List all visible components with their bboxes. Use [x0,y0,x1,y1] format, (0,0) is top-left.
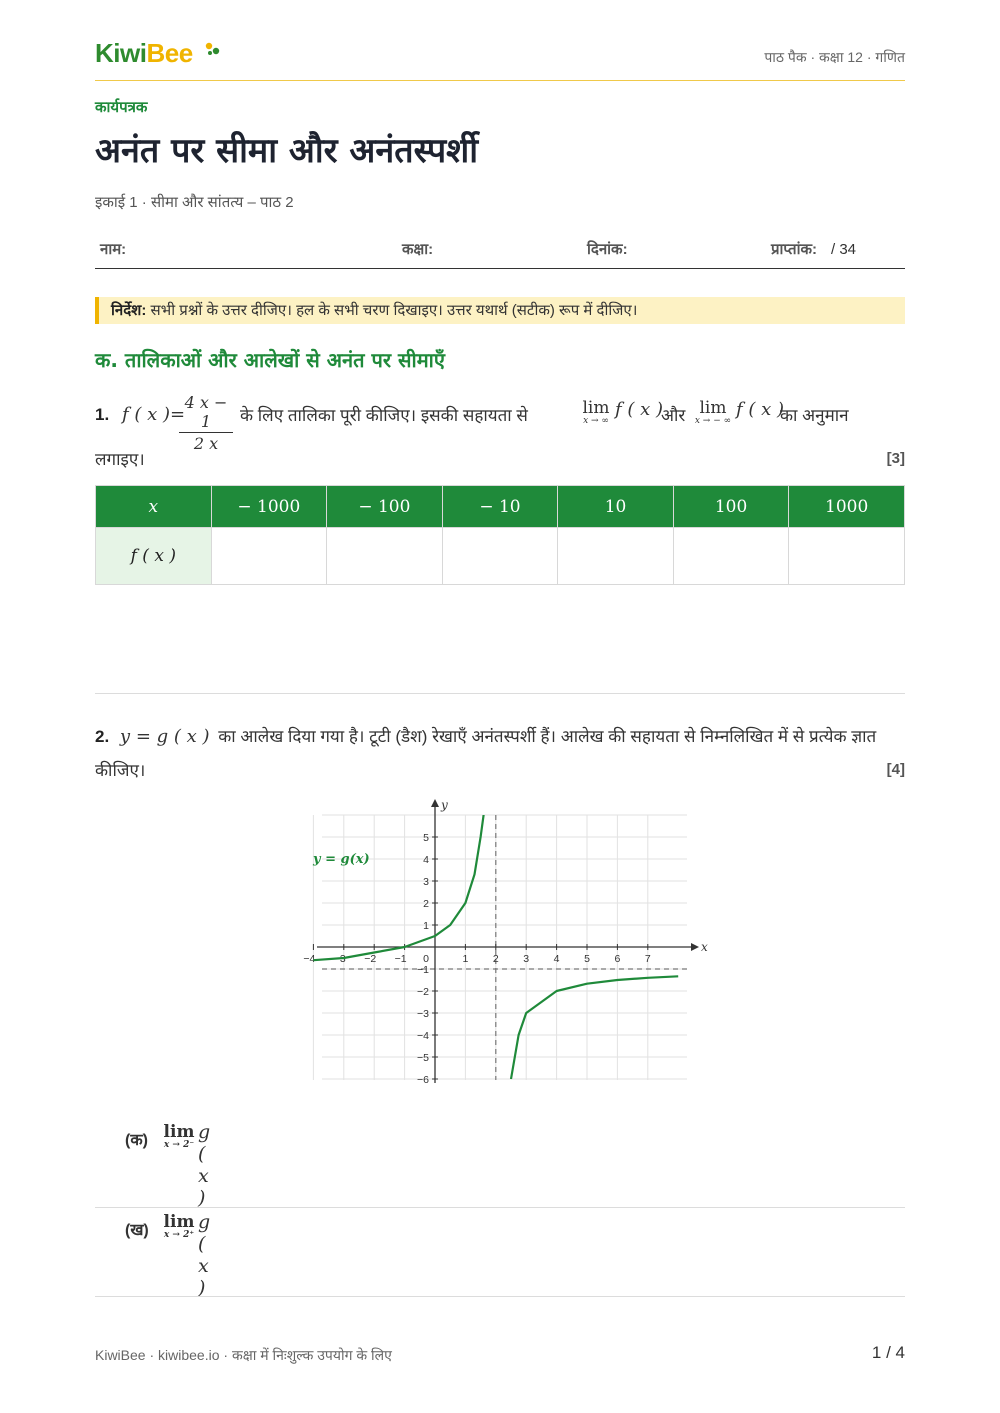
series-label: y = g(x) [313,852,370,867]
limit-pos-inf: lim x → ∞ [582,398,610,426]
table-header-cell: − 100 [327,486,443,528]
part-label: (ख) [125,1222,149,1239]
date-field[interactable]: दिनांक: [587,241,628,258]
question-text: का आलेख दिया गया है। टूटी (डैश) रेखाएँ अनंतस्पर्शी हैं। आलेख की सहायता से निम्नलिखित में से प्रत्येक ज्ञात कीजिए। [95,727,877,780]
table-header-cell: 100 [673,486,789,528]
class-field[interactable]: कक्षा: [402,241,434,258]
x-tick-label: 1 [462,953,469,965]
y-axis-arrow-icon [431,799,439,807]
y-tick-label: 2 [423,898,429,910]
fraction-denominator: 2 x [193,434,219,453]
question-text-end: का अनुमान [780,406,849,425]
page-header [95,38,905,81]
answer-cell[interactable] [558,528,674,585]
function-name: f ( x )= [122,404,186,425]
y-tick-label: 3 [423,876,429,888]
divider [95,693,905,694]
table-header-x: x [96,486,212,528]
logo-dots-icon [201,40,221,60]
instructions-label: निर्देश: [111,302,147,319]
x-tick-label: 5 [584,953,590,965]
name-field[interactable]: नाम: [100,241,127,258]
y-tick-label: −4 [417,1030,429,1042]
page-title: अनंत पर सीमा और अनंतस्पर्शी [95,131,479,171]
graph-function: y = g ( x ) [119,726,210,747]
fraction-numerator: 4 x − 1 [179,393,233,433]
x-tick-label: 7 [644,953,651,965]
table-row-label: f ( x ) [96,528,212,585]
y-tick-label: −6 [417,1074,429,1086]
x-tick-label: −1 [394,953,407,965]
y-tick-label: −2 [417,986,429,998]
question-text-wrap: लगाइए। [95,450,145,469]
function-fraction [179,393,233,453]
score-field[interactable] [771,239,856,259]
student-fields [95,230,905,269]
footer-text: KiwiBee · kiwibee.io · कक्षा में निःशुल्क उपयोग के लिए [95,1347,392,1363]
worksheet-page [95,0,905,1413]
worksheet-kind: कार्यपत्रक [95,99,148,116]
part-limit: lim x → 2⁻ [163,1122,195,1150]
score-label: प्राप्तांक: [771,241,817,258]
divider [95,1207,905,1208]
x-tick-label: −3 [333,953,346,965]
y-tick-label: 5 [423,832,429,844]
y-tick-label: −5 [417,1052,429,1064]
table-header-cell: 1000 [789,486,905,528]
conjunction: और [661,406,686,425]
question-number: 1. [95,405,110,424]
divider [95,1296,905,1297]
page-footer [95,1343,905,1365]
question-marks: [4] [886,761,905,778]
y-tick-label: −1 [417,964,429,976]
table-header-cell: 10 [558,486,674,528]
kiwibee-logo: KiwiBee [95,38,193,68]
question-text: के लिए तालिका पूरी कीजिए। इसकी सहायता से [240,406,528,425]
answer-cell[interactable] [442,528,558,585]
answer-cell[interactable] [789,528,905,585]
x-tick-label: −4 [303,953,316,965]
limit-fn-2: f ( x ) [736,399,785,420]
origin-label: 0 [423,953,429,965]
answer-cell[interactable] [211,528,327,585]
curve-right-branch [511,976,678,1079]
page-subtitle: इकाई 1 · सीमा और सांतत्य – पाठ 2 [95,194,294,211]
answer-cell[interactable] [327,528,443,585]
course-info: पाठ पैक · कक्षा 12 · गणित [764,49,905,65]
question-marks: [3] [886,450,905,467]
question-number: 2. [95,727,110,746]
x-tick-label: 2 [492,953,499,965]
part-limit: lim x → 2⁺ [163,1212,195,1240]
limit-neg-inf: lim x → − ∞ [694,398,732,426]
x-tick-label: 4 [553,953,560,965]
part-label: (क) [125,1132,148,1149]
table-header-row [96,486,905,528]
instructions-text: सभी प्रश्नों के उत्तर दीजिए। हल के सभी चरण दिखाइए। उत्तर यथार्थ (सटीक) रूप में दीजिए। [150,302,638,319]
question-2 [95,720,905,788]
instructions-box [95,297,905,324]
table-row [96,528,905,585]
page-number: 1 / 4 [871,1343,905,1362]
x-tick-label: 3 [523,953,530,965]
x-tick-label: −2 [364,953,377,965]
section-heading: क. तालिकाओं और आलेखों से अनंत पर सीमाएँ [95,348,445,372]
part-function: g ( x ) [198,1211,211,1299]
part-function: g ( x ) [198,1121,211,1209]
y-axis-label: y [441,798,448,812]
table-header-cell: − 10 [442,486,558,528]
x-axis-label: x [701,940,708,954]
y-tick-label: 4 [423,854,429,866]
limit-fn-1: f ( x ) [615,399,664,420]
score-total: / 34 [831,241,857,258]
y-tick-label: −3 [417,1008,429,1020]
x-tick-label: 6 [614,953,621,965]
value-table [95,485,905,585]
function-graph [303,797,708,1087]
x-axis-arrow-icon [691,943,699,951]
answer-cell[interactable] [673,528,789,585]
table-header-cell: − 1000 [211,486,327,528]
y-tick-label: 1 [423,920,429,932]
